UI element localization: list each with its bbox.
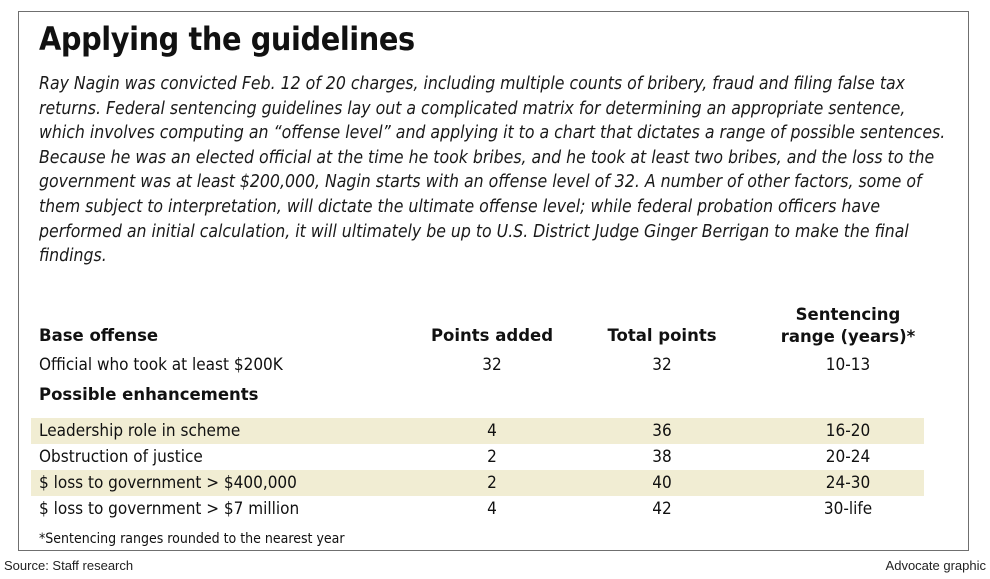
row-total-points: 36 (652, 421, 672, 441)
row-label: $ loss to government > $7 million (39, 499, 300, 519)
row-points-added: 32 (482, 355, 502, 375)
header-range-line2: range (years)* (780, 327, 916, 346)
row-total-points: 40 (652, 473, 672, 493)
row-range: 20-24 (825, 447, 871, 467)
row-total-points: 38 (652, 447, 672, 467)
table-row (31, 470, 924, 496)
graphic-credit: Advocate graphic (885, 558, 986, 573)
row-label: Official who took at least $200K (39, 355, 283, 375)
header-points-added: Points added (430, 326, 554, 345)
graphic-frame (18, 11, 969, 551)
graphic-title: Applying the guidelines (39, 20, 415, 58)
row-total-points: 42 (652, 499, 672, 519)
source-line: Source: Staff research (4, 558, 134, 573)
row-label: Leadership role in scheme (39, 421, 241, 441)
header-range-line1: Sentencing (795, 305, 901, 324)
table-row (31, 444, 924, 470)
row-points-added: 4 (487, 421, 497, 441)
header-total-points: Total points (607, 326, 717, 345)
table-row-base (31, 352, 924, 378)
table-row (31, 496, 924, 522)
row-points-added: 2 (487, 473, 497, 493)
header-sentencing-range (763, 304, 933, 348)
footnote: *Sentencing ranges rounded to the nearest year (39, 531, 345, 547)
row-range: 24-30 (825, 473, 871, 493)
row-range: 30-life (823, 499, 873, 519)
row-points-added: 4 (487, 499, 497, 519)
row-range: 10-13 (825, 355, 871, 375)
table-row (31, 418, 924, 444)
row-label: $ loss to government > $400,000 (39, 473, 297, 493)
row-total-points: 32 (652, 355, 672, 375)
intro-paragraph: Ray Nagin was convicted Feb. 12 of 20 charges, including multiple counts of bribery, fraud and filing false tax returns. Federal sentencing guidelines lay out a complicated matrix for determining an appropriate sentence, which involves computing an “offense level” and applying it to a chart that dictates a range of possible sentences. Because he was an elected official at the time he took bribes, and he took at least two bribes, and the loss to the government was at least $200,000, Nagin starts with an offense level of 32. A number of other factors, some of them subject to interpretation, will dictate the ultimate offense level; while federal probation officers have performed an initial calculation, it will ultimately be up to U.S. District Judge Ginger Berrigan to make the final findings. (39, 74, 946, 267)
row-label: Obstruction of justice (39, 447, 203, 467)
header-base-offense: Base offense (39, 326, 159, 345)
section-heading-enhancements: Possible enhancements (39, 385, 259, 404)
row-range: 16-20 (825, 421, 871, 441)
row-points-added: 2 (487, 447, 497, 467)
